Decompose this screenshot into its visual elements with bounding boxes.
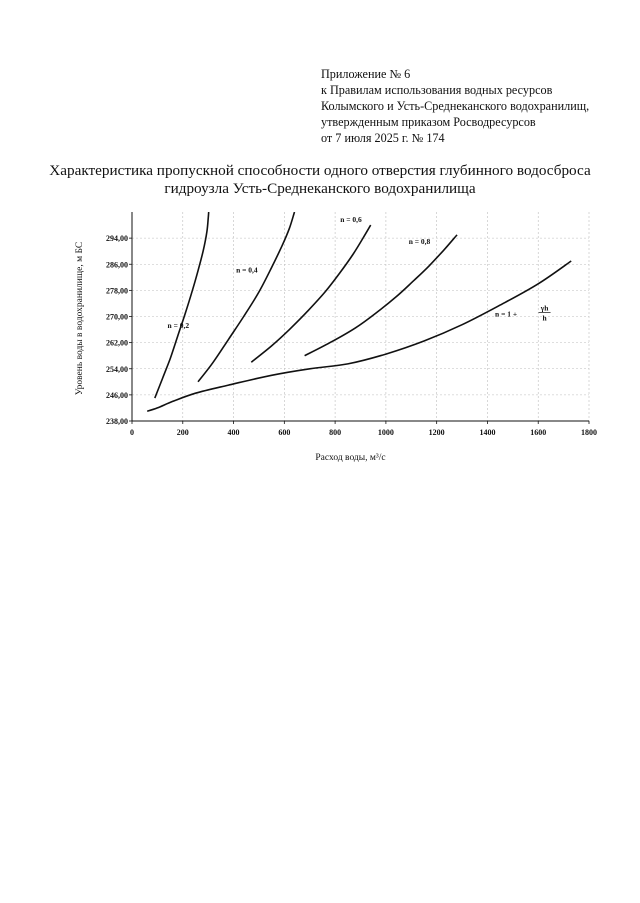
x-tick-label: 1200 (428, 428, 445, 437)
x-tick-label: 1800 (581, 428, 597, 437)
y-tick-label: 246,00 (106, 390, 128, 400)
series-line-2 (198, 212, 295, 382)
y-tick-label: 270,00 (106, 312, 128, 322)
x-tick-label: 200 (176, 428, 189, 437)
x-tick-label: 0 (130, 428, 134, 437)
appendix-line-2: к Правилам использования водных ресурсов (321, 83, 553, 97)
chart-title-line-2: гидроузла Усть-Среднеканского водохранилища (164, 180, 476, 197)
x-tick-label: 1000 (377, 428, 394, 437)
curve-label-4: n = 0,8 (408, 237, 431, 247)
x-tick-label: 600 (278, 428, 291, 437)
fraction-numerator: γh (540, 303, 549, 313)
series-line-5 (147, 261, 571, 411)
appendix-line-4: утвержденным приказом Росводресурсов (321, 115, 536, 129)
curve-label-2: n = 0,4 (236, 265, 258, 275)
curve-label-5: n = 1 + (495, 309, 518, 319)
y-tick-label: 294,00 (106, 234, 128, 244)
x-tick-label: 400 (227, 428, 240, 437)
y-tick-label: 286,00 (106, 260, 128, 270)
x-axis-label: Расход воды, м³/с (315, 453, 386, 463)
appendix-line-3: Колымского и Усть-Среднеканского водохранилищ, (321, 99, 590, 113)
x-tick-label: 800 (329, 428, 342, 437)
appendix-line-5: от 7 июля 2025 г. № 174 (321, 131, 445, 145)
appendix-line-1: Приложение № 6 (321, 67, 411, 81)
fraction-denominator: h (542, 313, 547, 323)
curve-label-1: n = 0,2 (167, 320, 190, 330)
curve-label-3: n = 0,6 (340, 214, 362, 224)
y-tick-label: 262,00 (106, 338, 128, 348)
series-line-1 (155, 212, 209, 398)
series-line-3 (251, 225, 370, 362)
y-tick-label: 254,00 (106, 364, 128, 374)
chart-title-line-1: Характеристика пропускной способности одного отверстия глубинного водосброса (49, 162, 591, 179)
x-tick-label: 1400 (479, 428, 496, 437)
y-axis-label: Уровень воды в водохранилище, м БС (75, 241, 85, 396)
y-tick-label: 238,00 (106, 417, 128, 426)
x-tick-label: 1600 (530, 428, 547, 437)
y-tick-label: 278,00 (106, 286, 128, 296)
